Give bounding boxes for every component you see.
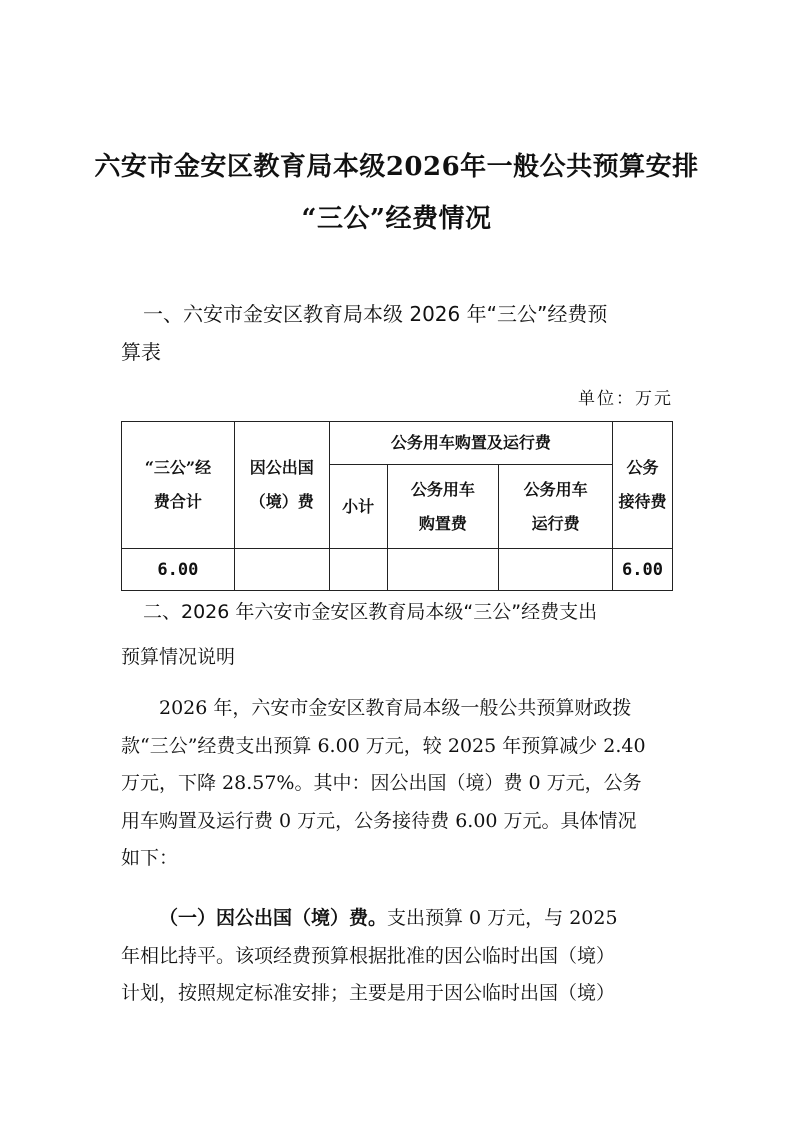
paragraph-1-line-2: 款“三公”经费支出预算 6.00 万元，较 2025 年预算减少 2.40 bbox=[121, 734, 646, 757]
paragraph-2-line-1 bbox=[121, 900, 673, 938]
header-reception bbox=[613, 422, 673, 549]
paragraph-2-line-2: 年相比持平。该项经费预算根据批准的因公临时出国（境） bbox=[121, 944, 616, 967]
header-total bbox=[122, 422, 235, 549]
document-title-line-1: 六安市金安区教育局本级2026年一般公共预算安排 bbox=[94, 152, 699, 182]
paragraph-1 bbox=[121, 690, 673, 878]
document-title-line-2: “三公”经费情况 bbox=[301, 204, 492, 234]
paragraph-2 bbox=[121, 900, 673, 1013]
cell-abroad bbox=[234, 549, 329, 591]
unit-label: 单位：万元 bbox=[578, 389, 673, 409]
header-abroad bbox=[234, 422, 329, 549]
paragraph-1-line-5: 如下： bbox=[121, 847, 179, 869]
header-reception-line-2: 接待费 bbox=[618, 492, 667, 511]
header-operation-line-2: 运行费 bbox=[531, 513, 580, 533]
header-subtotal: 小计 bbox=[329, 465, 387, 549]
header-purchase bbox=[387, 465, 499, 549]
cell-reception: 6.00 bbox=[613, 549, 673, 591]
cell-purchase bbox=[387, 549, 499, 591]
header-purchase-line-1: 公务用车 bbox=[410, 479, 475, 499]
cell-operation bbox=[499, 549, 613, 591]
header-operation bbox=[499, 465, 613, 549]
paragraph-1-line-3: 万元，下降 28.57%。其中：因公出国（境）费 0 万元，公务 bbox=[121, 772, 642, 794]
header-reception-line-1: 公务 bbox=[626, 458, 659, 477]
header-abroad-line-2: （境）费 bbox=[249, 492, 314, 511]
section-2-heading-line-1: 二、2026 年六安市金安区教育局本级“三公”经费支出 bbox=[143, 601, 598, 623]
cell-total: 6.00 bbox=[122, 549, 235, 591]
header-purchase-line-2: 购置费 bbox=[418, 513, 467, 533]
budget-table bbox=[121, 421, 673, 591]
section-1-heading-line-2: 算表 bbox=[121, 340, 161, 364]
paragraph-2-line-1-rest: 支出预算 0 万元，与 2025 bbox=[387, 907, 618, 929]
header-abroad-line-1: 因公出国 bbox=[249, 458, 314, 477]
paragraph-1-line-1: 2026 年，六安市金安区教育局本级一般公共预算财政拨 bbox=[159, 697, 632, 719]
header-total-line-1: “三公”经 bbox=[144, 458, 212, 477]
paragraph-1-line-4: 用车购置及运行费 0 万元，公务接待费 6.00 万元。具体情况 bbox=[121, 809, 637, 832]
paragraph-2-line-3: 计划，按照规定标准安排；主要是用于因公临时出国（境） bbox=[121, 982, 616, 1004]
header-vehicle-group: 公务用车购置及运行费 bbox=[329, 422, 612, 465]
paragraph-2-heading: （一）因公出国（境）费。 bbox=[159, 907, 388, 929]
header-operation-line-1: 公务用车 bbox=[523, 479, 588, 499]
header-total-line-2: 费合计 bbox=[153, 492, 202, 511]
section-2-heading-line-2: 预算情况说明 bbox=[121, 646, 236, 668]
section-1-heading-line-1: 一、六安市金安区教育局本级 2026 年“三公”经费预 bbox=[143, 302, 608, 326]
cell-subtotal bbox=[329, 549, 387, 591]
